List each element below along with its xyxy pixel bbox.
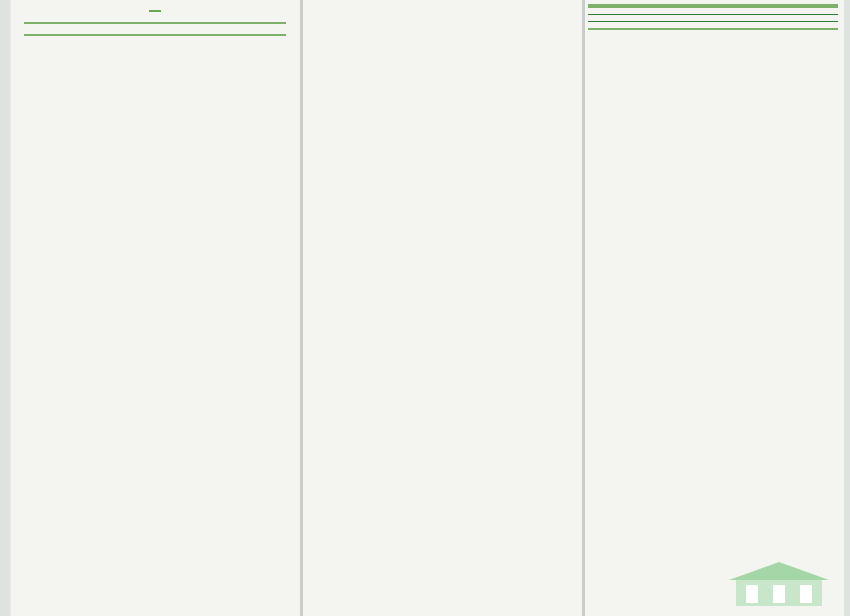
house-logo-icon: [724, 558, 834, 610]
fee-table: [588, 14, 838, 22]
column-fees: [588, 0, 838, 616]
fee-title: [588, 4, 838, 8]
fold-line-left: [300, 0, 303, 616]
brochure-sheet: [10, 0, 844, 616]
column-documents: [310, 0, 580, 616]
section-building-control: [149, 10, 161, 12]
fold-line-right: [582, 0, 585, 616]
column-penalties: [24, 0, 286, 616]
